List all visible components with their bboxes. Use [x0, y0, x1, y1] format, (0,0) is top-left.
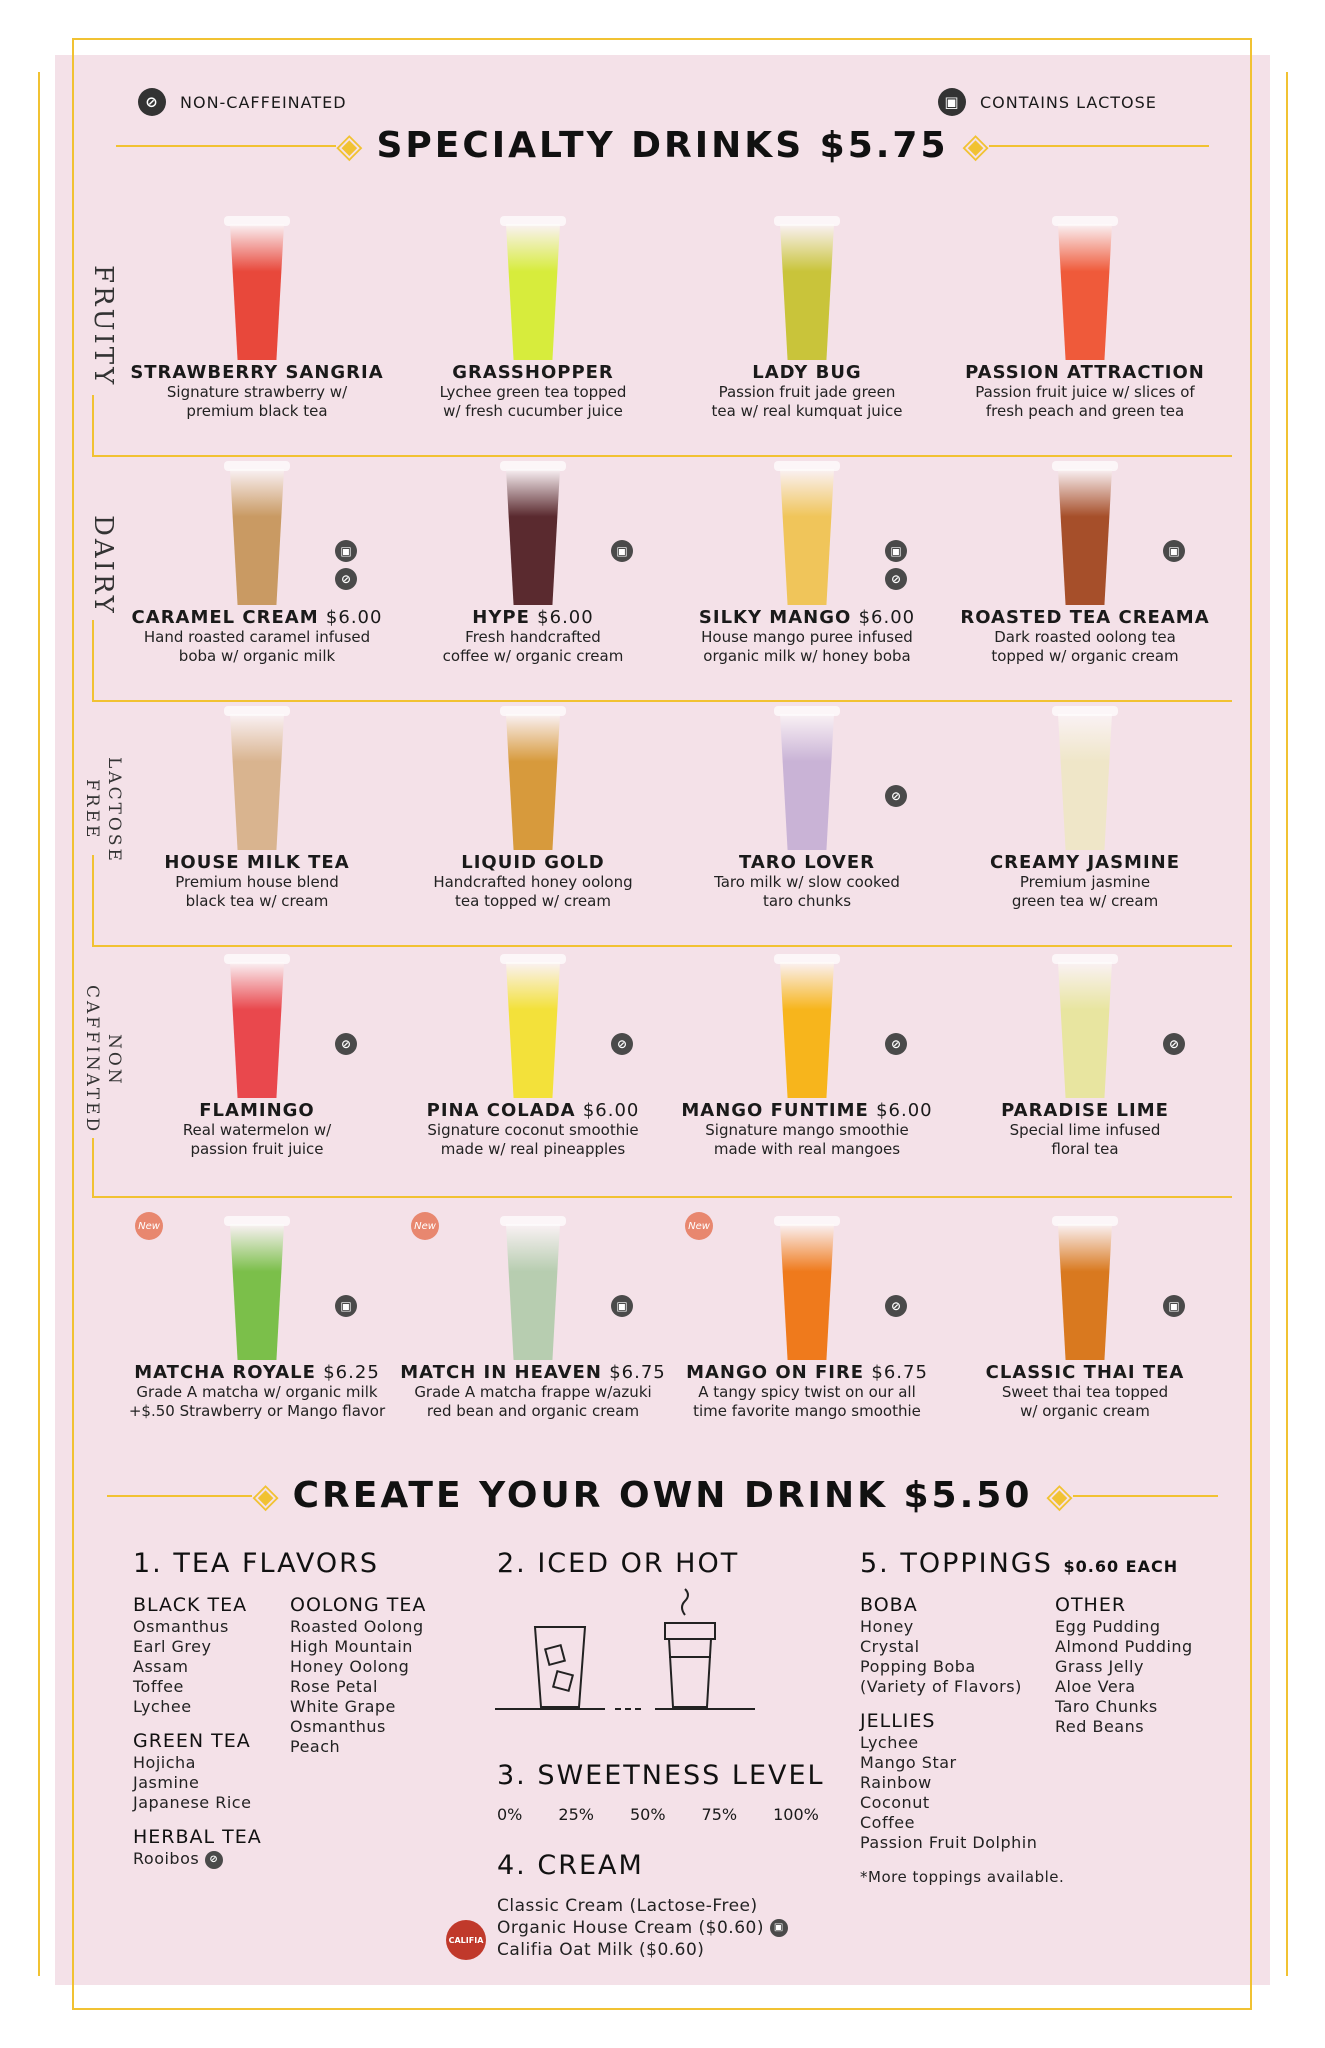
drink-badges: [1163, 1033, 1185, 1055]
list-item: Almond Pudding: [1055, 1637, 1193, 1656]
iced-hot-illustration: [495, 1585, 765, 1720]
black-tea-heading: BLACK TEA: [133, 1594, 248, 1616]
drink-card: [393, 210, 673, 421]
drink-description: made w/ real pineapples: [440, 1140, 626, 1158]
diamond-icon: ◈: [336, 125, 363, 166]
no-caffeine-icon: ⊘: [205, 1851, 223, 1869]
drink-description: made with real mangoes: [713, 1140, 901, 1158]
frame-right: [1250, 38, 1252, 2010]
drink-cup-image: [772, 455, 842, 605]
drink-cup-image: [772, 210, 842, 360]
list-item: Coconut: [860, 1793, 930, 1812]
drink-description: organic milk w/ honey boba: [703, 647, 911, 665]
drink-description: Signature strawberry w/: [166, 383, 348, 401]
sweetness-level: 75%: [701, 1805, 738, 1824]
lock-icon: ▣: [885, 540, 907, 562]
drink-name: [667, 362, 947, 383]
drink-name-text: HYPE: [472, 607, 530, 628]
drink-description: fresh peach and green tea: [985, 402, 1185, 420]
drink-name-text: PARADISE LIME: [1001, 1100, 1169, 1121]
category-lactose-free-1: LACTOSE: [104, 756, 124, 864]
drink-card: [945, 700, 1225, 911]
drink-name: [667, 852, 947, 873]
drink-description: Signature mango smoothie: [705, 1121, 909, 1139]
row-bracket: [92, 1138, 94, 1198]
drink-cup-image: [498, 700, 568, 850]
green-tea-group: [133, 1731, 262, 1813]
drink-description: Fresh handcrafted: [465, 628, 601, 646]
tea-flavors-right: [290, 1595, 426, 1757]
create-banner: [0, 1475, 1325, 1516]
drink-card: [945, 455, 1225, 666]
cream-title: 4. CREAM: [497, 1850, 644, 1881]
drink-name-text: MATCHA ROYALE: [134, 1362, 316, 1383]
lock-icon: ▣: [1163, 1295, 1185, 1317]
drink-description: A tangy spicy twist on our all: [698, 1383, 916, 1401]
drink-name: [945, 1100, 1225, 1121]
category-non-caffeinated-1: NON: [104, 1033, 124, 1087]
drink-description: time favorite mango smoothie: [693, 1402, 921, 1420]
list-item: Popping Boba: [860, 1657, 976, 1676]
drink-cup-image: [1050, 948, 1120, 1098]
legend-label: CONTAINS LACTOSE: [980, 92, 1157, 112]
lock-icon: ▣: [335, 1295, 357, 1317]
drink-name: [393, 607, 673, 628]
drink-card: [117, 210, 397, 421]
drink-price: $6.00: [325, 607, 383, 628]
sweetness-levels: [497, 1805, 819, 1824]
cup-body: [506, 962, 560, 1098]
list-item: Red Beans: [1055, 1717, 1145, 1736]
no-caffeine-icon: ⊘: [138, 88, 166, 116]
cup-body: [780, 469, 834, 605]
drink-card: [667, 1210, 947, 1421]
drink-card: [945, 948, 1225, 1159]
cream-organic-label: Organic House Cream ($0.60): [497, 1918, 764, 1938]
rooibos-label: Rooibos: [133, 1849, 200, 1868]
drink-description: +$.50 Strawberry or Mango flavor: [128, 1402, 386, 1420]
drink-card: [667, 700, 947, 911]
frame-right-outer: [1286, 72, 1288, 1976]
drink-name-text: ROASTED TEA CREAMA: [960, 607, 1210, 628]
drink-cup-image: [222, 948, 292, 1098]
lock-icon: ▣: [938, 88, 966, 116]
list-item: [497, 1917, 788, 1939]
drink-name: [393, 1100, 673, 1121]
drink-badges: [335, 1033, 357, 1055]
sweetness-title: 3. SWEETNESS LEVEL: [497, 1760, 825, 1791]
jellies-heading: JELLIES: [860, 1710, 936, 1732]
diamond-icon: ◈: [1046, 1475, 1073, 1516]
cup-body: [780, 962, 834, 1098]
drink-description: Premium house blend: [175, 873, 339, 891]
list-item: Crystal: [860, 1637, 920, 1656]
list-item: White Grape: [290, 1697, 396, 1716]
drink-description: red bean and organic cream: [426, 1402, 640, 1420]
iced-cup-icon: [535, 1627, 585, 1707]
cup-body: [1058, 962, 1112, 1098]
drink-cup-image: [772, 700, 842, 850]
row-divider: [92, 945, 1232, 947]
drink-name-text: MANGO ON FIRE: [686, 1362, 865, 1383]
toppings-left: [860, 1595, 1064, 1887]
list-item: [133, 1849, 262, 1869]
cup-body: [780, 1224, 834, 1360]
drink-card: [393, 455, 673, 666]
drink-name-text: MATCH IN HEAVEN: [400, 1362, 602, 1383]
drink-price: $6.00: [876, 1100, 933, 1121]
cup-body: [1058, 469, 1112, 605]
category-dairy: DAIRY: [88, 514, 118, 616]
drink-price: $6.00: [537, 607, 594, 628]
black-tea-group: [133, 1595, 262, 1717]
drink-description: tea topped w/ cream: [455, 892, 611, 910]
green-tea-heading: GREEN TEA: [133, 1730, 251, 1752]
drink-name: [945, 607, 1225, 628]
cup-body: [230, 224, 284, 360]
drink-cup-image: [498, 455, 568, 605]
drink-name-text: LADY BUG: [752, 362, 862, 383]
list-item: Osmanthus: [290, 1717, 386, 1736]
drink-name-text: CARAMEL CREAM: [131, 607, 319, 628]
new-badge: New: [135, 1212, 163, 1240]
drink-badges: [885, 785, 907, 807]
drink-description: taro chunks: [762, 892, 852, 910]
no-caffeine-icon: ⊘: [885, 568, 907, 590]
cup-body: [780, 224, 834, 360]
califia-logo: [446, 1920, 486, 1960]
drink-card: [667, 455, 947, 666]
drink-name-text: LIQUID GOLD: [461, 852, 605, 873]
drink-cup-image: [1050, 1210, 1120, 1360]
drink-card: [945, 210, 1225, 421]
lock-icon: ▣: [611, 540, 633, 562]
list-item: Califia Oat Milk ($0.60): [497, 1940, 705, 1960]
drink-name-text: GRASSHOPPER: [452, 362, 614, 383]
drink-cup-image: [772, 1210, 842, 1360]
sweetness-level: 0%: [497, 1805, 523, 1824]
list-item: Japanese Rice: [133, 1793, 252, 1812]
drink-name-text: PASSION ATTRACTION: [965, 362, 1205, 383]
cup-body: [780, 714, 834, 850]
drink-description: premium black tea: [186, 402, 328, 420]
new-badge: New: [411, 1212, 439, 1240]
list-item: Aloe Vera: [1055, 1677, 1136, 1696]
drink-description: Passion fruit juice w/ slices of: [975, 383, 1195, 401]
drink-name: [393, 362, 673, 383]
drink-description: topped w/ organic cream: [991, 647, 1179, 665]
drink-price: $6.25: [323, 1362, 380, 1383]
list-item: (Variety of Flavors): [860, 1677, 1022, 1696]
list-item: Mango Star: [860, 1753, 957, 1772]
drink-description: Real watermelon w/: [182, 1121, 332, 1139]
drink-price: $6.75: [609, 1362, 666, 1383]
drink-description: Grade A matcha w/ organic milk: [136, 1383, 378, 1401]
list-item: Roasted Oolong: [290, 1617, 424, 1636]
cup-body: [1058, 714, 1112, 850]
diamond-icon: ◈: [252, 1475, 279, 1516]
drink-badges: [885, 540, 907, 590]
cream-list: [497, 1895, 788, 1961]
sweetness-level: 25%: [558, 1805, 594, 1824]
drink-badges: [885, 1295, 907, 1317]
no-caffeine-icon: ⊘: [885, 785, 907, 807]
drink-name: [667, 1362, 947, 1383]
legend-label: NON-CAFFEINATED: [180, 92, 347, 112]
drink-card: [117, 700, 397, 911]
tea-flavors-title: 1. TEA FLAVORS: [133, 1548, 380, 1579]
banner-rule: [1073, 1495, 1218, 1497]
drink-badges: [1163, 1295, 1185, 1317]
drink-badges: [335, 540, 357, 590]
drink-price: $6.00: [582, 1100, 640, 1121]
lock-icon: ▣: [1163, 540, 1185, 562]
list-item: Taro Chunks: [1055, 1697, 1158, 1716]
sweetness-level: 50%: [629, 1805, 666, 1824]
drink-price: $6.00: [858, 607, 916, 628]
lock-icon: ▣: [335, 540, 357, 562]
drink-card: [393, 700, 673, 911]
drink-name-text: TARO LOVER: [739, 852, 875, 873]
drink-description: w/ organic cream: [1020, 1402, 1150, 1420]
drink-description: green tea w/ cream: [1011, 892, 1159, 910]
tea-flavors-left: [133, 1595, 262, 1883]
cup-body: [1058, 1224, 1112, 1360]
drink-name: [945, 852, 1225, 873]
list-item: Osmanthus: [133, 1617, 229, 1636]
drink-description: tea w/ real kumquat juice: [711, 402, 903, 420]
frame-left: [72, 38, 74, 2010]
frame-bottom: [72, 2008, 1252, 2010]
drink-cup-image: [222, 1210, 292, 1360]
category-lactose-free-2: FREE: [82, 779, 102, 841]
cup-body: [506, 1224, 560, 1360]
drink-description: coffee w/ organic cream: [442, 647, 624, 665]
list-item: Egg Pudding: [1055, 1617, 1161, 1636]
drink-badges: [611, 1295, 633, 1317]
drink-name: [393, 1362, 673, 1383]
drink-card: [667, 210, 947, 421]
list-item: Assam: [133, 1657, 189, 1676]
drink-price: $6.75: [871, 1362, 928, 1383]
no-caffeine-icon: ⊘: [335, 568, 357, 590]
list-item: Hojicha: [133, 1753, 196, 1772]
lock-icon: ▣: [611, 1295, 633, 1317]
drink-card: [117, 455, 397, 666]
drink-card: [667, 948, 947, 1159]
drink-name-text: MANGO FUNTIME: [681, 1100, 869, 1121]
drink-name: [667, 607, 947, 628]
herbal-tea-group: [133, 1827, 262, 1869]
jellies-group: [860, 1711, 1064, 1853]
cup-body: [1058, 224, 1112, 360]
list-item: Rose Petal: [290, 1677, 378, 1696]
drink-badges: [611, 540, 633, 562]
drink-cup-image: [498, 210, 568, 360]
drink-description: Passion fruit jade green: [718, 383, 896, 401]
create-title: CREATE YOUR OWN DRINK $5.50: [292, 1475, 1033, 1516]
drink-description: passion fruit juice: [190, 1140, 324, 1158]
cup-body: [506, 224, 560, 360]
califia-logo-text: CALIFIA: [448, 1935, 484, 1945]
drink-cup-image: [1050, 700, 1120, 850]
diamond-icon: ◈: [962, 125, 989, 166]
drink-name-text: STRAWBERRY SANGRIA: [130, 362, 384, 383]
drink-cup-image: [1050, 455, 1120, 605]
drink-name-text: FLAMINGO: [199, 1100, 315, 1121]
hot-cup-icon: [665, 1589, 715, 1707]
list-item: Honey Oolong: [290, 1657, 410, 1676]
list-item: Grass Jelly: [1055, 1657, 1144, 1676]
toppings-right: [1055, 1595, 1193, 1737]
legend-lactose: [938, 88, 1157, 116]
drink-name: [117, 852, 397, 873]
drink-name: [945, 1362, 1225, 1383]
drink-cup-image: [498, 1210, 568, 1360]
row-bracket: [92, 395, 94, 457]
drink-card: [393, 948, 673, 1159]
category-non-caffeinated-2: CAFFINATED: [82, 985, 102, 1135]
no-caffeine-icon: ⊘: [885, 1295, 907, 1317]
drink-description: Grade A matcha frappe w/azuki: [414, 1383, 652, 1401]
oolong-tea-heading: OOLONG TEA: [290, 1594, 427, 1616]
row-divider: [92, 1196, 1232, 1198]
drink-badges: [611, 1033, 633, 1055]
drink-name: [667, 1100, 947, 1121]
drink-cup-image: [222, 455, 292, 605]
banner-rule: [989, 145, 1209, 147]
drink-badges: [1163, 540, 1185, 562]
cup-body: [230, 1224, 284, 1360]
toppings-note: *More toppings available.: [860, 1868, 1065, 1886]
iced-hot-title: 2. ICED OR HOT: [497, 1548, 740, 1579]
list-item: Earl Grey: [133, 1637, 212, 1656]
list-item: Honey: [860, 1617, 914, 1636]
drink-cup-image: [222, 210, 292, 360]
list-item: Rainbow: [860, 1773, 932, 1792]
drink-description: black tea w/ cream: [185, 892, 329, 910]
banner-rule: [107, 1495, 252, 1497]
boba-heading: BOBA: [860, 1594, 918, 1616]
drink-name-text: CLASSIC THAI TEA: [985, 1362, 1185, 1383]
toppings-title-text: 5. TOPPINGS: [860, 1548, 1053, 1579]
drink-name-text: HOUSE MILK TEA: [164, 852, 350, 873]
no-caffeine-icon: ⊘: [611, 1033, 633, 1055]
drink-name: [393, 852, 673, 873]
frame-left-outer: [38, 72, 40, 1976]
drink-description: House mango puree infused: [701, 628, 913, 646]
drink-name-text: PINA COLADA: [426, 1100, 576, 1121]
drink-description: Lychee green tea topped: [439, 383, 627, 401]
herbal-tea-heading: HERBAL TEA: [133, 1826, 262, 1848]
toppings-title: [860, 1548, 1178, 1579]
drink-name: [117, 607, 397, 628]
drink-name: [117, 1362, 397, 1383]
drink-description: Handcrafted honey oolong: [433, 873, 633, 891]
drink-card: [945, 1210, 1225, 1421]
frame-top: [72, 38, 1252, 40]
drink-description: boba w/ organic milk: [178, 647, 336, 665]
drink-card: [117, 1210, 397, 1421]
drink-name-text: SILKY MANGO: [698, 607, 852, 628]
other-heading: OTHER: [1055, 1594, 1127, 1616]
list-item: Coffee: [860, 1813, 915, 1832]
drink-card: [117, 948, 397, 1159]
drink-description: Signature coconut smoothie: [427, 1121, 639, 1139]
drink-description: Taro milk w/ slow cooked: [714, 873, 900, 891]
lock-icon: ▣: [770, 1919, 788, 1937]
drink-name: [945, 362, 1225, 383]
drink-cup-image: [222, 700, 292, 850]
list-item: Lychee: [860, 1733, 919, 1752]
drink-description: Sweet thai tea topped: [1001, 1383, 1169, 1401]
drink-name: [117, 362, 397, 383]
drink-badges: [335, 1295, 357, 1317]
cup-body: [230, 962, 284, 1098]
boba-group: [860, 1595, 1064, 1697]
list-item: Peach: [290, 1737, 341, 1756]
cup-body: [230, 714, 284, 850]
specialty-banner: [0, 125, 1325, 166]
no-caffeine-icon: ⊘: [1163, 1033, 1185, 1055]
cup-body: [230, 469, 284, 605]
list-item: Lychee: [133, 1697, 192, 1716]
drink-description: Premium jasmine: [1019, 873, 1151, 891]
drink-cup-image: [498, 948, 568, 1098]
cup-body: [506, 714, 560, 850]
new-badge: New: [685, 1212, 713, 1240]
drink-description: Dark roasted oolong tea: [994, 628, 1176, 646]
drink-name: [117, 1100, 397, 1121]
specialty-title: SPECIALTY DRINKS $5.75: [376, 125, 949, 166]
legend-non-caffeinated: [138, 88, 347, 116]
no-caffeine-icon: ⊘: [885, 1033, 907, 1055]
drink-name-text: CREAMY JASMINE: [989, 852, 1181, 873]
drink-badges: [885, 1033, 907, 1055]
drink-cup-image: [772, 948, 842, 1098]
list-item: Passion Fruit Dolphin: [860, 1833, 1038, 1852]
toppings-price: $0.60 EACH: [1063, 1557, 1179, 1576]
drink-card: [393, 1210, 673, 1421]
cup-body: [506, 469, 560, 605]
list-item: Toffee: [133, 1677, 184, 1696]
row-bracket: [92, 620, 94, 702]
list-item: Jasmine: [133, 1773, 200, 1792]
list-item: Classic Cream (Lactose-Free): [497, 1896, 758, 1916]
banner-rule: [116, 145, 336, 147]
drink-cup-image: [1050, 210, 1120, 360]
no-caffeine-icon: ⊘: [335, 1033, 357, 1055]
sweetness-level: 100%: [773, 1805, 819, 1824]
list-item: High Mountain: [290, 1637, 413, 1656]
drink-description: w/ fresh cucumber juice: [443, 402, 623, 420]
category-fruity: FRUITY: [88, 265, 118, 388]
drink-description: Hand roasted caramel infused: [143, 628, 371, 646]
drink-description: floral tea: [1051, 1140, 1119, 1158]
drink-description: Special lime infused: [1009, 1121, 1161, 1139]
row-bracket: [92, 855, 94, 947]
